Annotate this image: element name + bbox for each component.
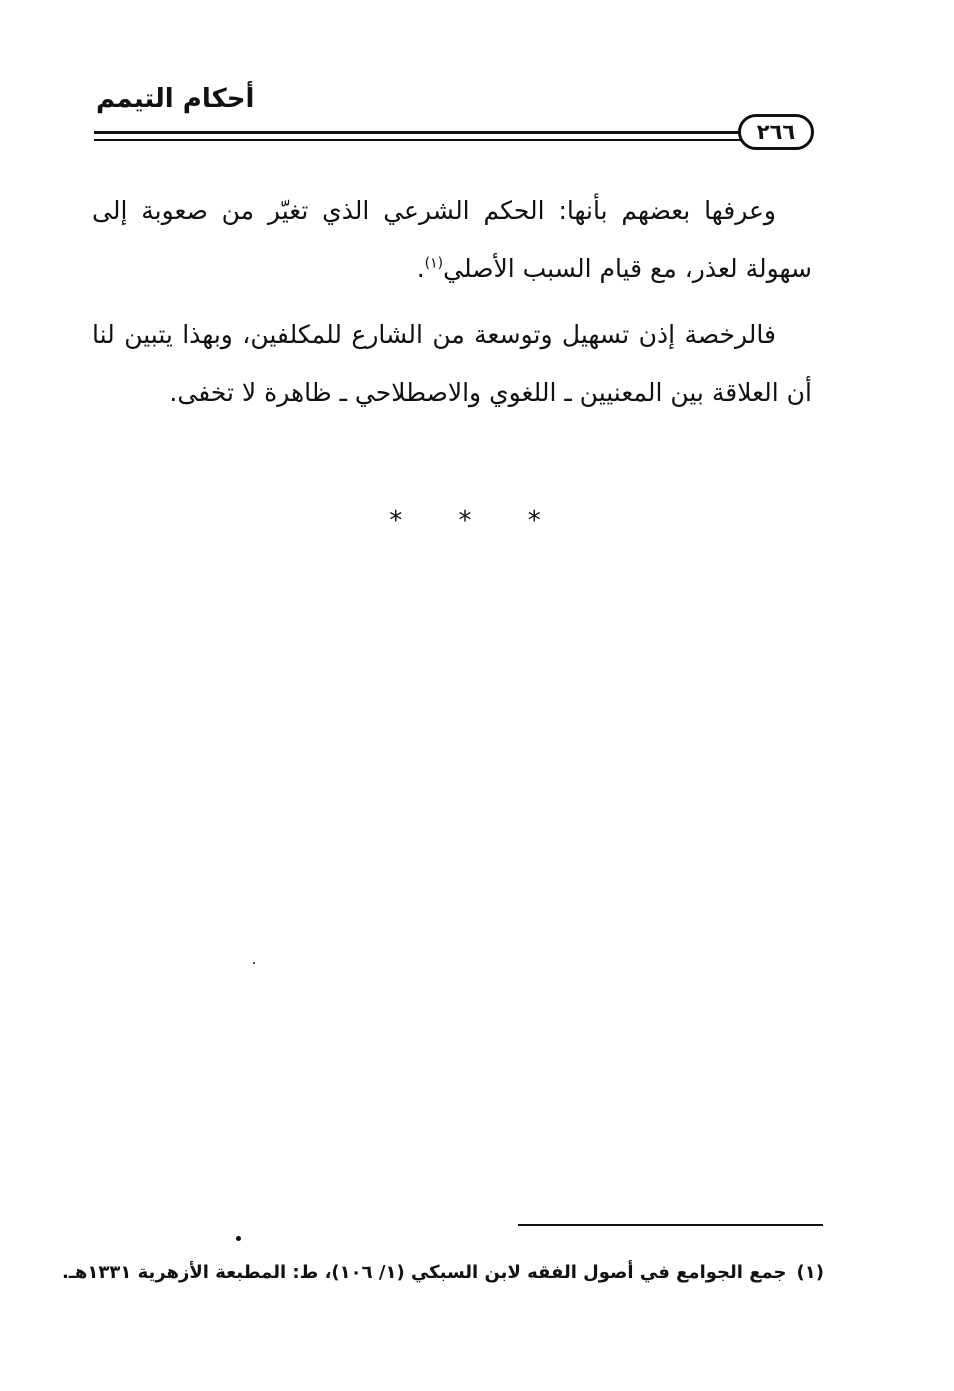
- running-title: أحكام التيمم: [96, 84, 255, 114]
- paragraph-ending: .: [416, 254, 425, 283]
- header-rule-thin: [94, 139, 742, 141]
- footnote-reference[interactable]: (١): [424, 255, 444, 272]
- scan-speck: [236, 1236, 241, 1241]
- footnote-rule: [518, 1224, 823, 1226]
- paragraph-conclusion: [92, 306, 812, 422]
- page-number: ٢٦٦: [738, 114, 814, 150]
- paragraph-definition: [92, 182, 812, 298]
- footnote-number: (١): [796, 1262, 824, 1283]
- scan-speck: [253, 962, 255, 964]
- paragraph-text: فالرخصة إذن تسهيل وتوسعة من الشارع للمكلفين، وبهذا يتبين لنا أن العلاقة بين المعنيين ـ اللغوي والاصطلاحي ـ ظاهرة لا تخفى.: [92, 320, 812, 407]
- paragraph-text: وعرفها بعضهم بأنها: الحكم الشرعي الذي تغيّر من صعوبة إلى سهولة لعذر، مع قيام السبب الأصلي: [92, 196, 812, 283]
- header-rule-thick: [94, 131, 742, 134]
- section-separator: * * *: [389, 506, 565, 536]
- footnote-item: [61, 1256, 824, 1290]
- footnote-text: جمع الجوامع في أصول الفقه لابن السبكي (١/ ١٠٦)، ط: المطبعة الأزهرية ١٣٣١هـ.: [61, 1262, 787, 1283]
